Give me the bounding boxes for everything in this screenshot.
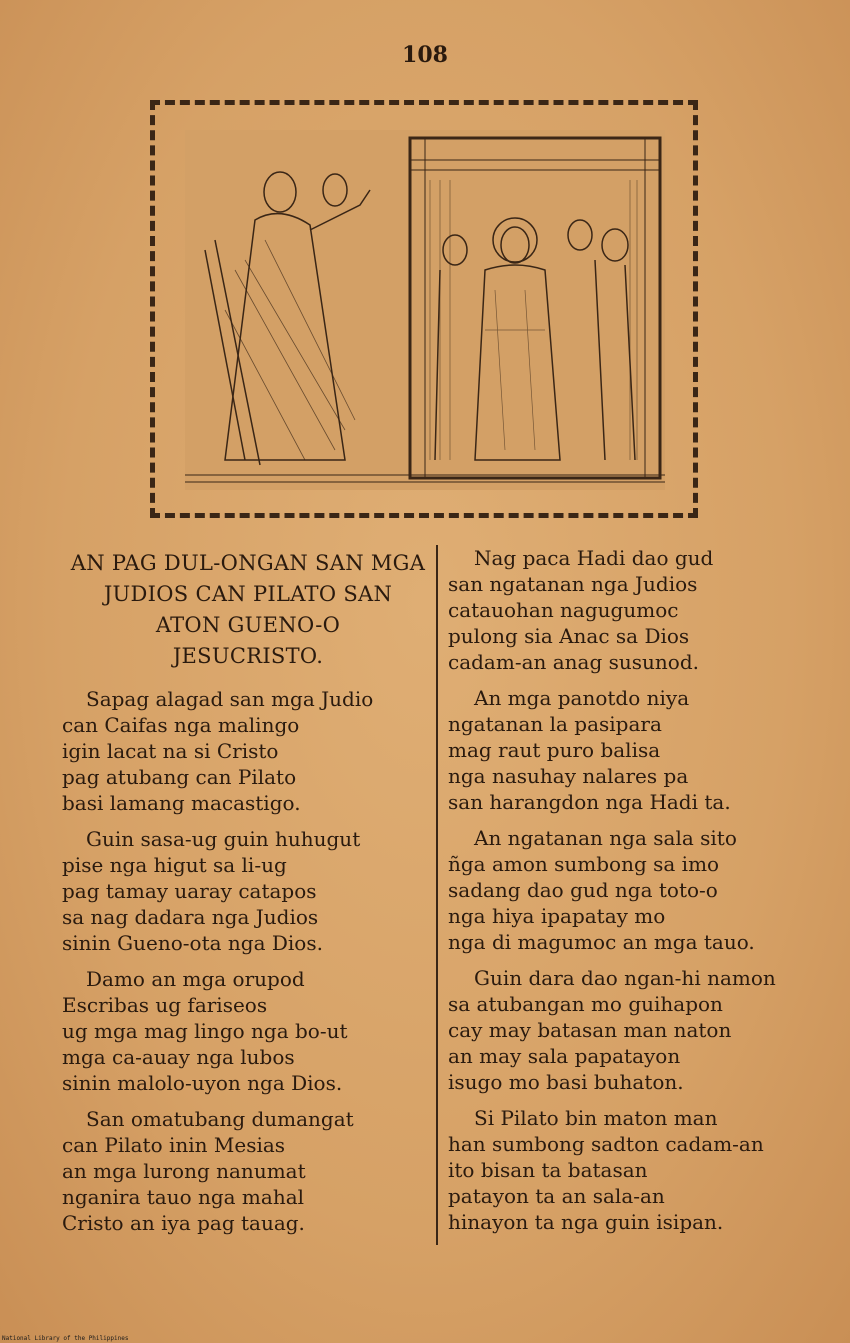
jesus-before-pilate-engraving-icon <box>185 130 665 490</box>
verse-line: mag raut puro balisa <box>448 738 661 762</box>
verse-line: Damo an mga orupod <box>86 967 305 991</box>
verse-line: Cristo an iya pag tauag. <box>62 1211 305 1235</box>
footer-credit: National Library of the Philippines <box>2 1335 129 1342</box>
stanza <box>448 685 808 815</box>
stanza <box>448 965 808 1095</box>
illustration-frame <box>150 100 698 518</box>
verse-line: Si Pilato bin maton man <box>474 1106 718 1130</box>
right-column <box>448 545 808 1245</box>
verse-line: sa nag dadara nga Judios <box>62 905 319 929</box>
stanza <box>448 825 808 955</box>
verse-line: isugo mo basi buhaton. <box>448 1070 684 1094</box>
heading-line: ATON GUENO-O <box>155 613 341 637</box>
verse-line: san ngatanan nga Judios <box>448 572 698 596</box>
page-number: 108 <box>402 42 448 68</box>
verse-line: hinayon ta nga guin isipan. <box>448 1210 724 1234</box>
left-column <box>62 548 430 1246</box>
verse-line: sadang dao gud nga toto-o <box>448 878 718 902</box>
stanza <box>62 1106 430 1236</box>
stanza <box>62 966 430 1096</box>
verse-line: patayon ta an sala-an <box>448 1184 665 1208</box>
verse-line: cay may batasan man naton <box>448 1018 732 1042</box>
column-divider <box>436 545 438 1245</box>
verse-line: ito bisan ta batasan <box>448 1158 648 1182</box>
verse-line: nganira tauo nga mahal <box>62 1185 305 1209</box>
verse-line: sa atubangan mo guihapon <box>448 992 723 1016</box>
stanza <box>62 826 430 956</box>
heading-line: JUDIOS CAN PILATO SAN <box>103 582 393 606</box>
heading-line: AN PAG DUL-ONGAN SAN MGA <box>70 551 426 575</box>
verse-line: ngatanan la pasipara <box>448 712 662 736</box>
verse-line: pulong sia Anac sa Dios <box>448 624 690 648</box>
verse-line: can Pilato inin Mesias <box>62 1133 286 1157</box>
verse-line: pag atubang can Pilato <box>62 765 297 789</box>
verse-line: ug mga mag lingo nga bo-ut <box>62 1019 348 1043</box>
verse-line: Guin dara dao ngan-hi namon <box>474 966 776 990</box>
poem-heading <box>62 548 430 672</box>
verse-line: an may sala papatayon <box>448 1044 681 1068</box>
verse-line: catauohan nagugumoc <box>448 598 679 622</box>
verse-line: Guin sasa-ug guin huhugut <box>86 827 361 851</box>
verse-line: San omatubang dumangat <box>86 1107 354 1131</box>
stanza <box>62 686 430 816</box>
verse-line: Escribas ug fariseos <box>62 993 268 1017</box>
heading-line: JESUCRISTO. <box>172 644 324 668</box>
verse-line: san harangdon nga Hadi ta. <box>448 790 731 814</box>
verse-line: An mga panotdo niya <box>474 686 690 710</box>
verse-line: pag tamay uaray catapos <box>62 879 317 903</box>
verse-line: pise nga higut sa li-ug <box>62 853 287 877</box>
verse-line: Nag paca Hadi dao gud <box>474 546 714 570</box>
verse-line: can Caifas nga malingo <box>62 713 300 737</box>
verse-line: an mga lurong nanumat <box>62 1159 306 1183</box>
verse-line: sinin Gueno-ota nga Dios. <box>62 931 323 955</box>
verse-line: basi lamang macastigo. <box>62 791 301 815</box>
verse-line: An ngatanan nga sala sito <box>474 826 737 850</box>
verse-line: nga hiya ipapatay mo <box>448 904 666 928</box>
verse-line: nga di magumoc an mga tauo. <box>448 930 755 954</box>
verse-line: Sapag alagad san mga Judio <box>86 687 374 711</box>
verse-line: ñga amon sumbong sa imo <box>448 852 720 876</box>
stanza <box>448 545 808 675</box>
verse-line: han sumbong sadton cadam-an <box>448 1132 764 1156</box>
verse-line: nga nasuhay nalares pa <box>448 764 689 788</box>
verse-line: igin lacat na si Cristo <box>62 739 279 763</box>
verse-line: sinin malolo-uyon nga Dios. <box>62 1071 343 1095</box>
verse-line: mga ca-auay nga lubos <box>62 1045 295 1069</box>
stanza <box>448 1105 808 1235</box>
verse-line: cadam-an anag susunod. <box>448 650 699 674</box>
